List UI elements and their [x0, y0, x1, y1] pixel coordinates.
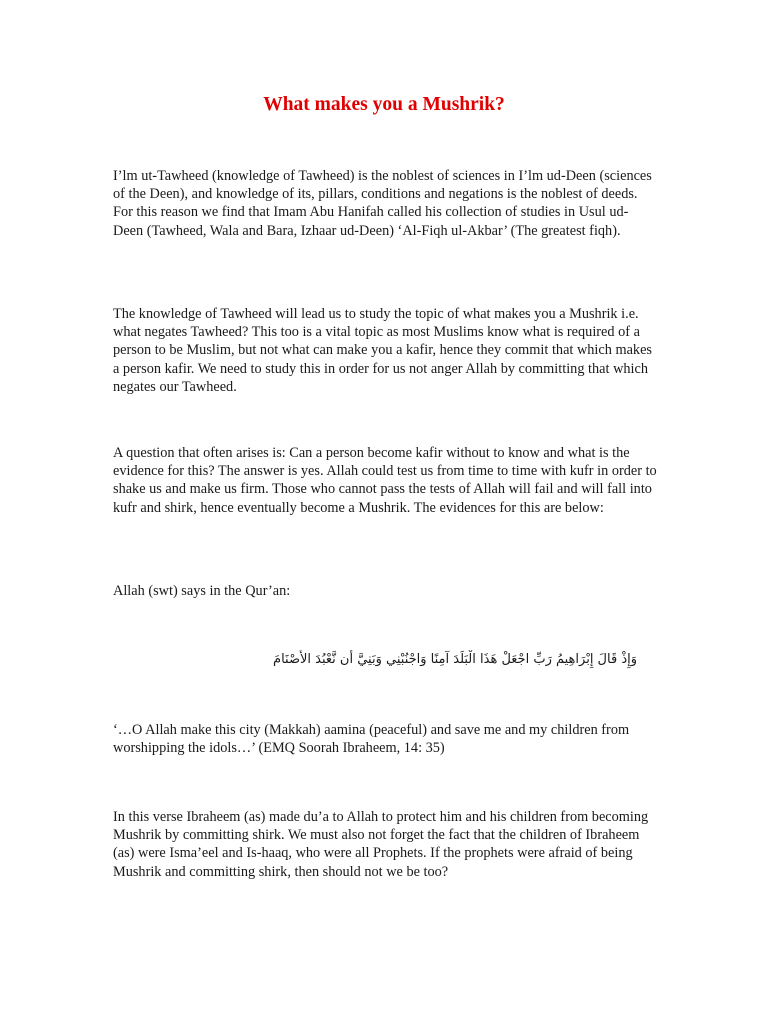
arabic-verse: وَإِذْ قَالَ إِبْرَاهِيمُ رَبِّ اجْعَلْ هَذَا الْبَلَدَ آمِنًا وَاجْنُبْنِي وَبَنِيَّ أَن نَّعْبُدَ الأَصْنَامَ — [273, 652, 637, 667]
verse-translation: ‘…O Allah make this city (Makkah) aamina (peaceful) and save me and my children from worshipping the idols…’ (EMQ Soorah Ibraheem, 14: 35) — [113, 722, 630, 757]
paragraph-negates-tawheed: The knowledge of Tawheed will lead us to study the topic of what makes you a Mushrik i.e. what negates Tawheed? This too is a vital topic as most Muslims know what is required of a person to be Muslim, but not what can make you a kafir, hence they commit that which makes a person kafir. We need to study this in order for us not anger Allah by committing that which negates our Tawheed. — [113, 306, 652, 395]
paragraph-tawheed-intro: I’lm ut-Tawheed (knowledge of Tawheed) is the noblest of sciences in I’lm ud-Deen (sciences of the Deen), and knowledge of its, pillars, conditions and negations is the noblest of deeds. For this reason we find that Imam Abu Hanifah called his collection of studies in Usul ud-Deen (Tawheed, Wala and Bara, Izhaar ud-Deen) ‘Al-Fiqh ul-Akbar’ (The greatest fiqh). — [113, 168, 652, 239]
paragraph-question: A question that often arises is: Can a person become kafir without to know and what is the evidence for this? The answer is yes. Allah could test us from time to time with kufr in order to shake us and make us firm. Those who cannot pass the tests of Allah will fail and will fall into kufr and shirk, hence eventually become a Mushrik. The evidences for this are below: — [113, 445, 657, 516]
paragraph-closing: In this verse Ibraheem (as) made du’a to Allah to protect him and his children from becoming Mushrik by committing shirk. We must also not forget the fact that the children of Ibraheem (as) were Isma’eel and Is-haaq, who were all Prophets. If the prophets were afraid of being Mushrik and committing shirk, then should not we be too? — [113, 809, 649, 880]
paragraph-quran-intro: Allah (swt) says in the Qur’an: — [113, 583, 291, 599]
page-title: What makes you a Mushrik? — [263, 94, 505, 115]
